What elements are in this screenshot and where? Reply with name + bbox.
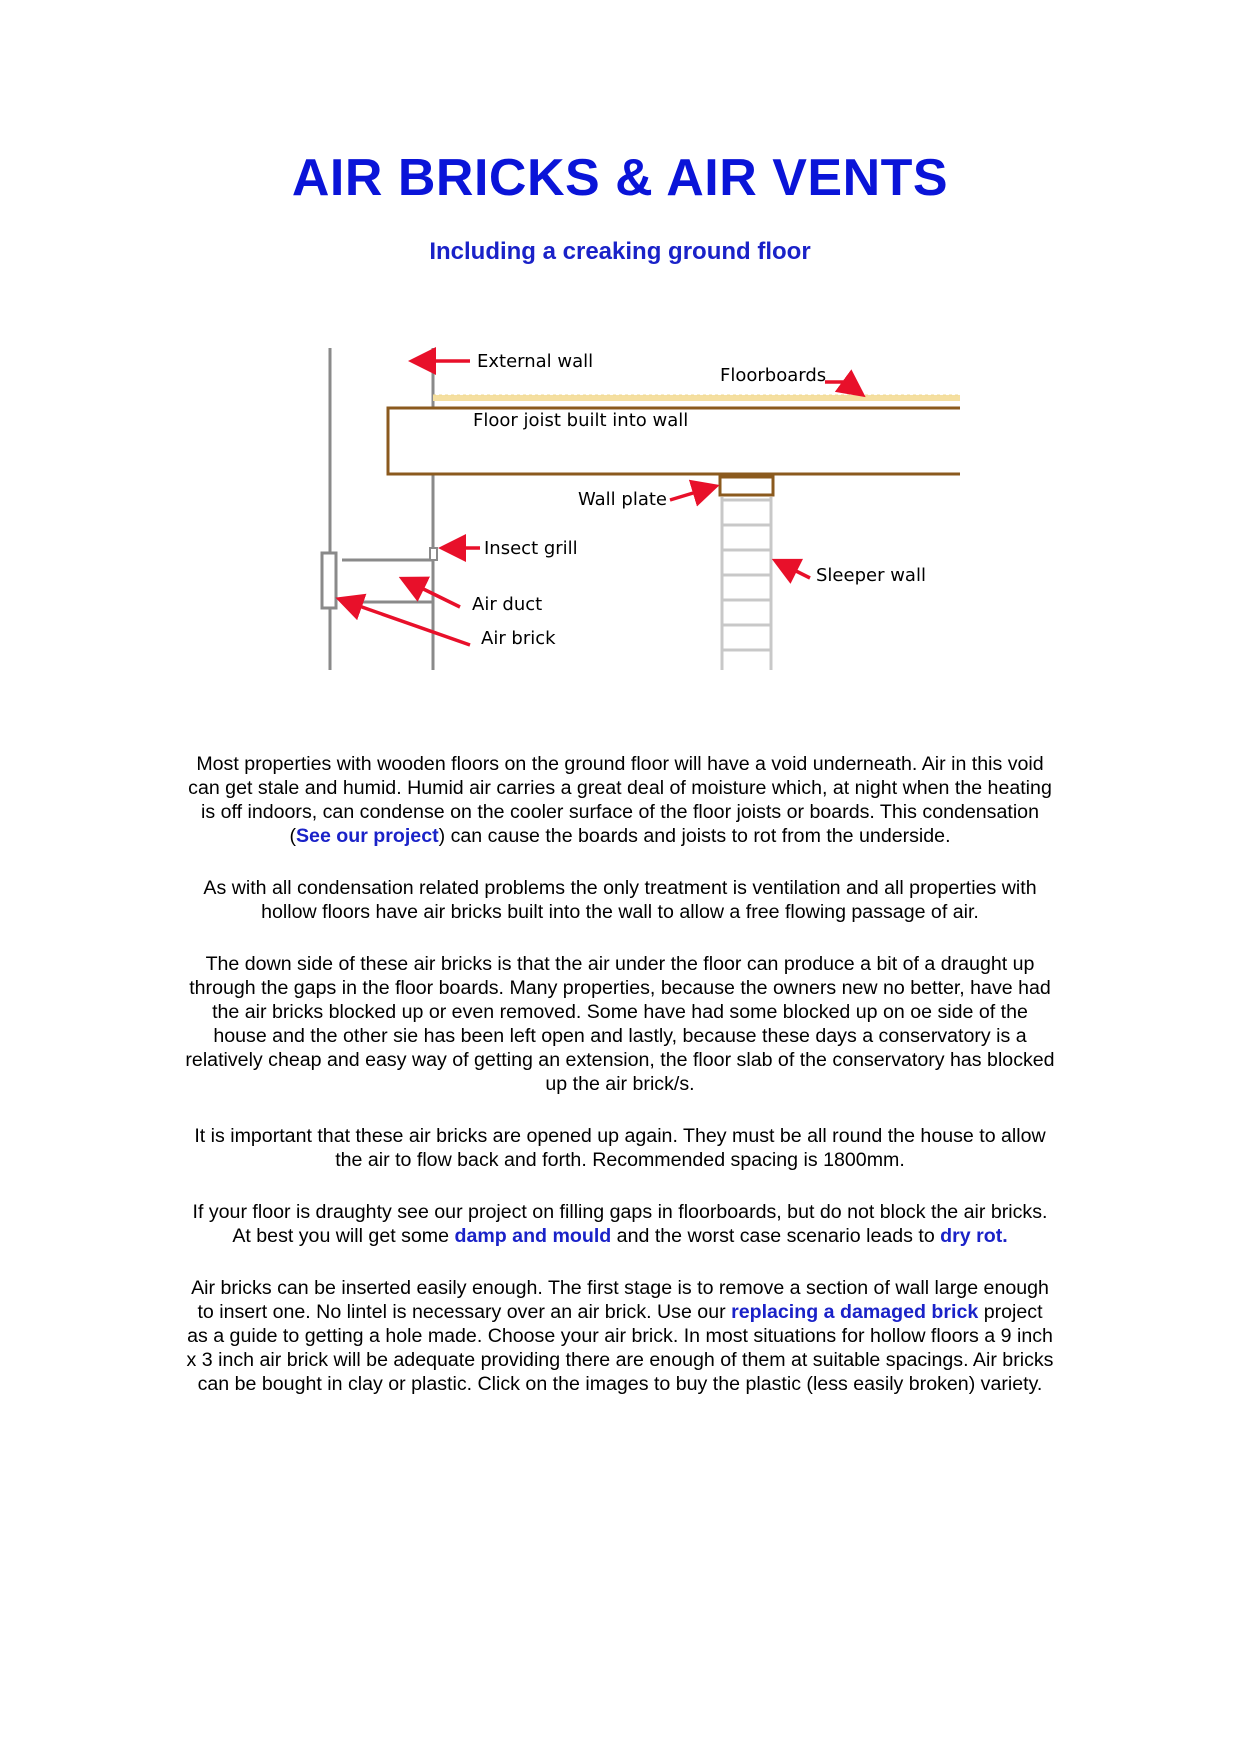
label-air-brick: Air brick [481,628,556,649]
label-floor-joist: Floor joist built into wall [473,410,689,431]
air-brick [322,553,336,608]
floorboards [433,395,960,401]
insect-grill [430,548,437,560]
external-wall [330,348,433,670]
damp-and-mould-link[interactable]: damp and mould [454,1225,612,1247]
paragraph-1: Most properties with wooden floors on the ground floor will have a void underneath. Air in this void can get stale and humid. Humid air carries a great deal of moisture which, at night when the heating is off indoors, can condense on the cooler surface of the floor joists or boards. This condensation (See our project) can cause the boards and joists to rot from the underside. [188,753,1052,847]
label-sleeper-wall: Sleeper wall [816,565,926,586]
replacing-damaged-brick-link[interactable]: replacing a damaged brick [731,1301,979,1323]
paragraph-4: It is important that these air bricks are opened up again. They must be all round the house to allow the air to flow back and forth. Recommended spacing is 1800mm. [194,1125,1046,1171]
label-air-duct: Air duct [472,594,543,615]
label-wall-plate: Wall plate [578,489,667,510]
dry-rot-link[interactable]: dry rot. [940,1225,1008,1247]
sleeper-wall [722,497,771,670]
page-title: AIR BRICKS & AIR VENTS [291,149,949,207]
see-our-project-link[interactable]: See our project [295,825,439,847]
page-subtitle: Including a creaking ground floor [429,238,811,265]
paragraph-5: If your floor is draughty see our project on filling gaps in floorboards, but do not block the air bricks. At best you will get some damp and mould and the worst case scenario leads to dry rot. [192,1201,1048,1247]
paragraph-6: Air bricks can be inserted easily enough. The first stage is to remove a section of wall large enough to insert one. No lintel is necessary over an air brick. Use our replacing a damaged brick project as a guide to getting a hole made. Choose your air brick. In most situations for hollow floors a 9 inch x 3 inch air brick will be adequate providing there are enough of them at suitable spacings. Air bricks can be bought in clay or plastic. Click on the images to buy the plastic (less easily broken) variety. [186,1277,1054,1395]
floor-ventilation-diagram [320,340,970,680]
paragraph-2: As with all condensation related problems the only treatment is ventilation and all properties with hollow floors have air bricks built into the wall to allow a free flowing passage of air. [203,877,1037,923]
air-duct [342,560,433,602]
paragraph-3: The down side of these air bricks is that the air under the floor can produce a bit of a draught up through the gaps in the floor boards. Many properties, because the owners new no better, have had the air bricks blocked up or even removed. Some have had some blocked up on oe side of the house and the other sie has been left open and lastly, because these days a conservatory is a relatively cheap and easy way of getting an extension, the floor slab of the conservatory has blocked up the air brick/s. [185,953,1055,1095]
label-insect-grill: Insect grill [484,538,578,559]
label-external-wall: External wall [477,351,594,372]
label-floorboards: Floorboards [720,365,827,386]
wall-plate [720,477,773,495]
article-body [185,752,1055,1424]
